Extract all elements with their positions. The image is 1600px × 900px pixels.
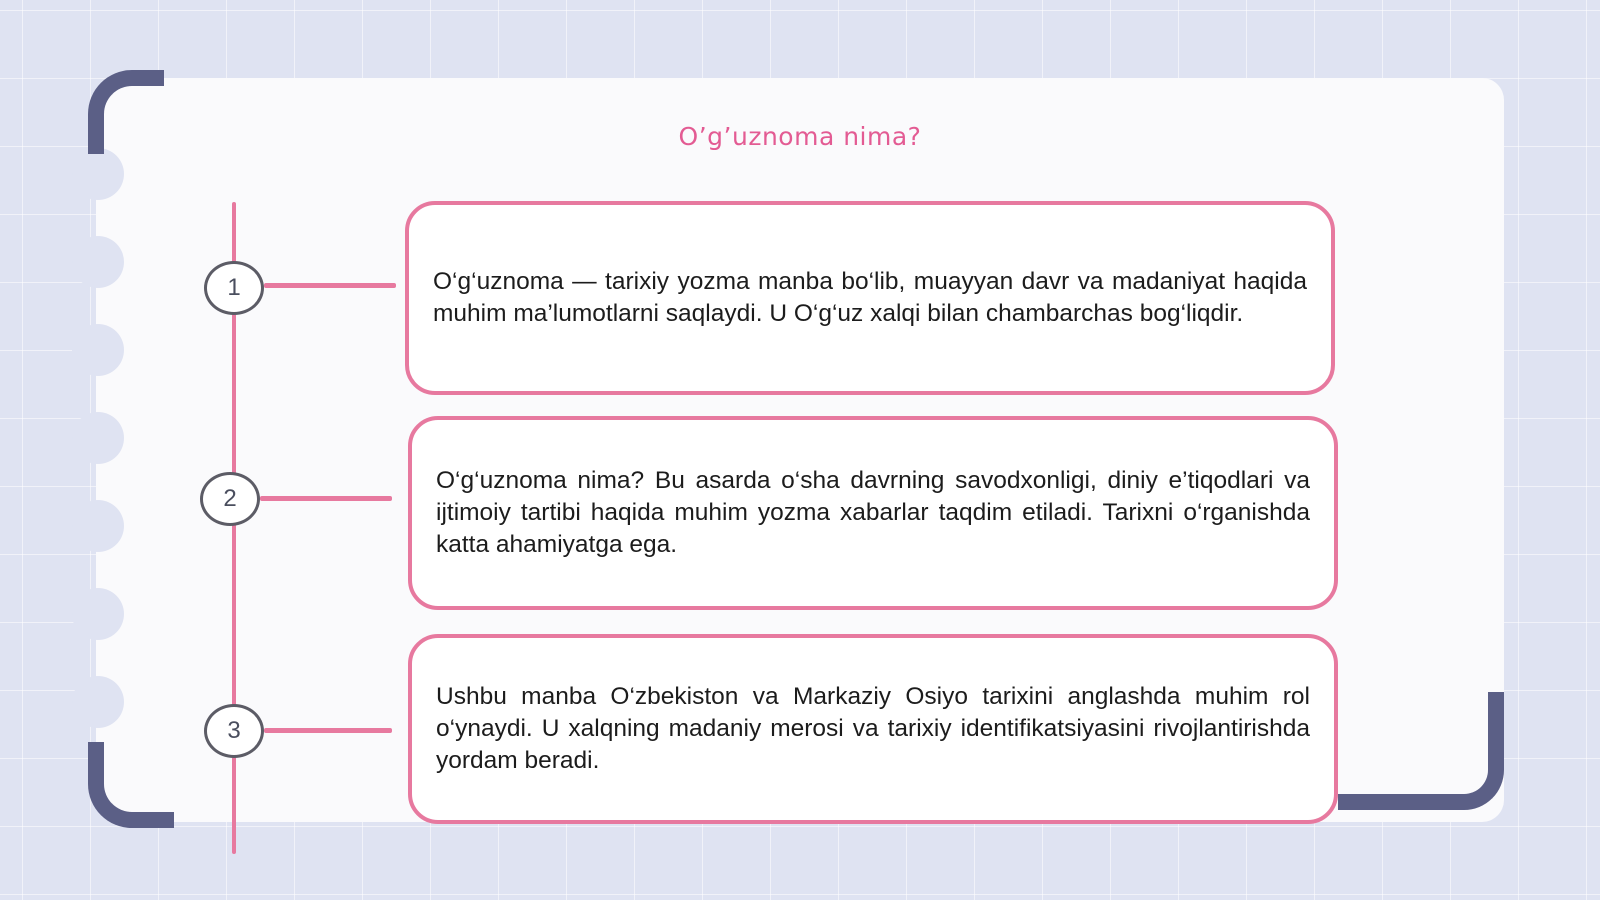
paper-edge-notch <box>72 236 124 288</box>
paper-edge-notch <box>72 148 124 200</box>
frame-corner-bottom-left <box>88 742 174 828</box>
paper-edge-notch <box>72 412 124 464</box>
slide-title: O’g’uznoma nima? <box>678 122 922 151</box>
paper-edge-notch <box>72 676 124 728</box>
timeline-node-2 <box>200 472 260 526</box>
timeline-connector-1 <box>264 283 396 288</box>
timeline-connector-3 <box>264 728 392 733</box>
timeline-connector-2 <box>260 496 392 501</box>
timeline-card-text: O‘g‘uznoma nima? Bu asarda o‘sha davrning savodxonligi, diniy e’tiqodlari va ijtimoiy tartibi haqida muhim yozma xabarlar taqdim etiladi. Tarixni o‘rganishda katta ahamiyatga ega. <box>436 467 1310 558</box>
timeline-card-text: O‘g‘uznoma — tarixiy yozma manba bo‘lib, muayyan davr va madaniyat haqida muhim ma’lumotlarni saqlaydi. U O‘g‘uz xalqi bilan chambarchas bog‘liqdir. <box>433 268 1307 327</box>
paper-edge-notch <box>72 588 124 640</box>
timeline-card-3 <box>408 634 1338 824</box>
timeline-card-1 <box>405 201 1335 395</box>
frame-corner-bottom-right <box>1338 692 1504 810</box>
timeline-node-number: 3 <box>227 717 241 744</box>
timeline-node-3 <box>204 704 264 758</box>
timeline-node-number: 1 <box>227 274 241 301</box>
paper-edge-notch <box>72 324 124 376</box>
paper-edge-notch <box>72 500 124 552</box>
timeline-node-1 <box>204 261 264 315</box>
timeline-card-2 <box>408 416 1338 610</box>
timeline-card-text: Ushbu manba O‘zbekiston va Markaziy Osiyo tarixini anglashda muhim rol o‘ynaydi. U xalqning madaniy merosi va tarixiy identifikatsiyasini rivojlantirishda yordam beradi. <box>436 683 1310 774</box>
timeline-node-number: 2 <box>223 485 237 512</box>
